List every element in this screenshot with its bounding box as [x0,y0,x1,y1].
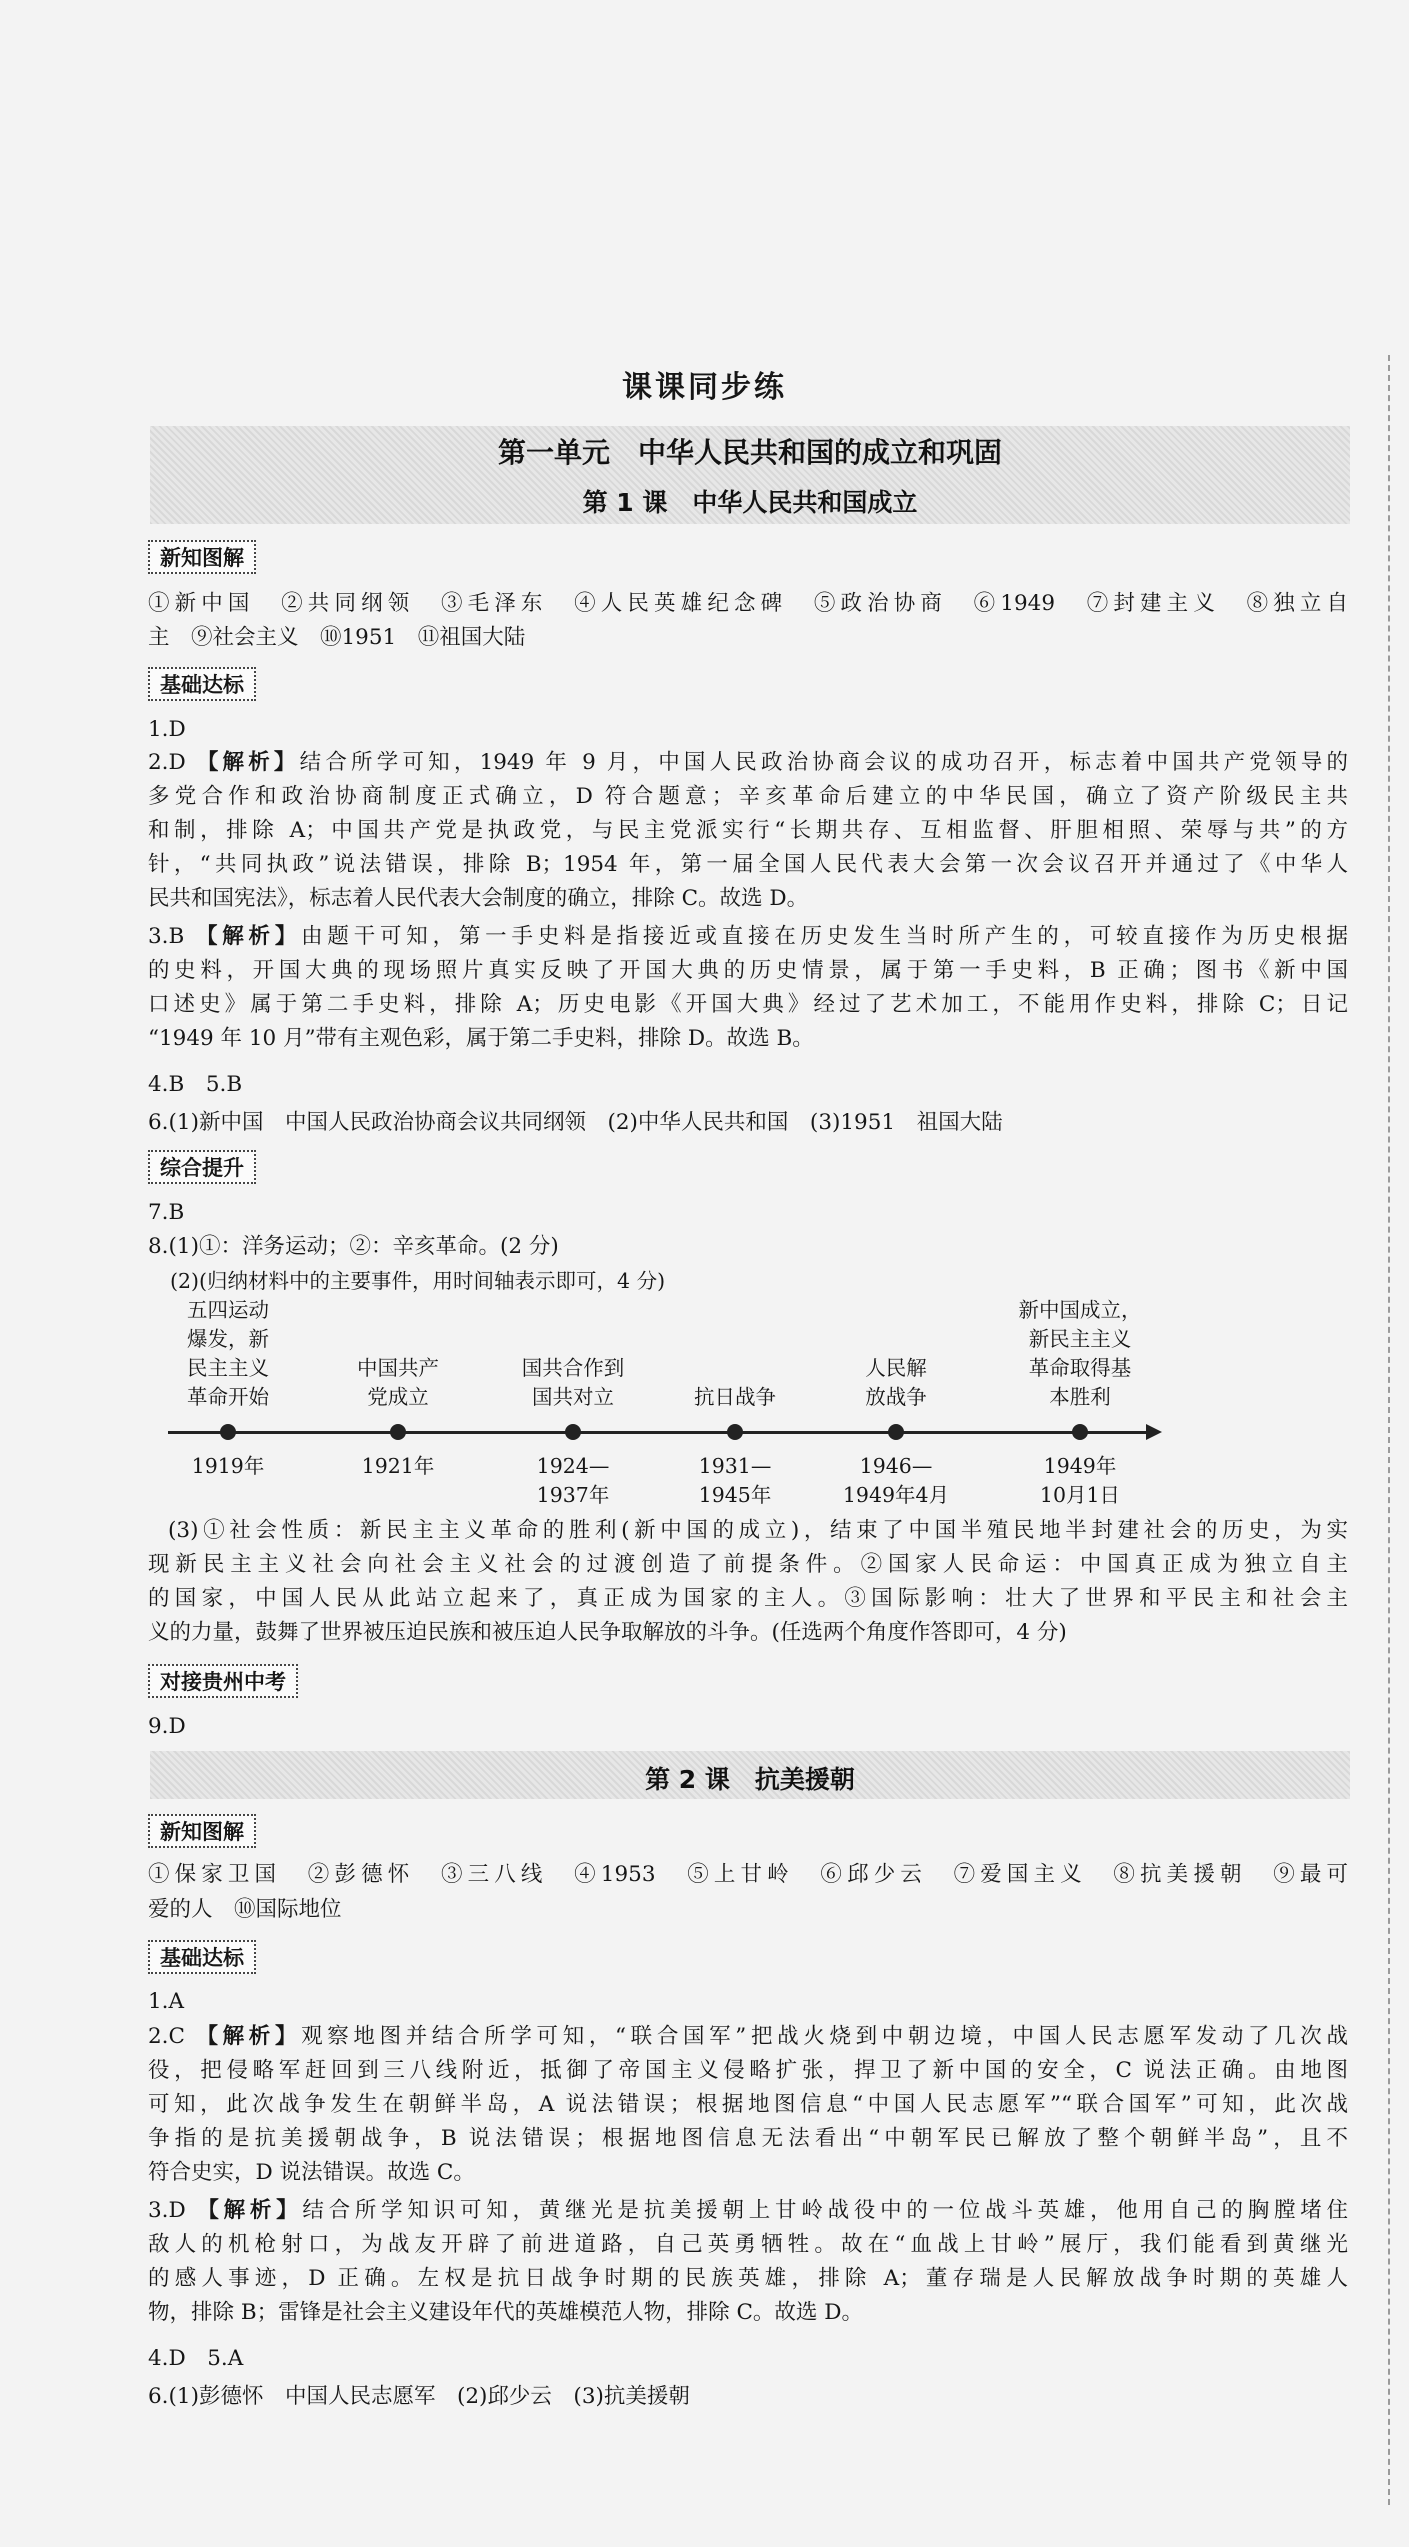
lesson2-banner [150,1751,1350,1799]
xinzhi-answers-line: 主 ⑨社会主义 ⑩1951 ⑪祖国大陆 [148,625,526,650]
answer-q7: 7.B [148,1200,185,1225]
analysis-tag: 【解析】 [197,2198,303,2223]
answer-q3 [148,920,1348,953]
timeline-year-label: 1931— 1945年 [698,1454,772,1507]
analysis-line: 多党合作和政治协商制度正式确立，D 符合题意；辛亥革命后建立的中华民国，确立了资产阶级民主共 [148,784,1348,809]
timeline-year-label: 1919年 [191,1454,265,1478]
analysis-line: 的感人事迹，D 正确。左权是抗日战争时期的民族英雄，排除 A；董存瑞是人民解放战争时期的英雄人 [148,2266,1348,2291]
q-number: 2.C [148,2024,185,2049]
unit-title: 第一单元 中华人民共和国的成立和巩固 [497,436,1002,469]
timeline-year-label: 1949年 10月1日 [1039,1454,1121,1507]
timeline-dot [390,1424,406,1440]
timeline-event-label: 新中国成立， 新民主主义 革命取得基 本胜利 [1018,1298,1142,1409]
section-label-guizhou: 对接贵州中考 [148,1664,298,1698]
lesson1-title: 第 1 课 中华人民共和国成立 [582,488,918,517]
timeline-event-label: 国共合作到 国共对立 [521,1356,625,1409]
answer-q6: 6.(1)彭德怀 中国人民志愿军 (2)邱少云 (3)抗美援朝 [148,2384,690,2409]
lesson2-title: 第 2 课 抗美援朝 [645,1765,855,1794]
timeline-axis [168,1431,1148,1434]
analysis-line: 争指的是抗美援朝战争，B 说法错误；根据地图信息无法看出“中朝军民已解放了整个朝鲜半岛”，且不 [148,2126,1348,2151]
answer-q8-part3-line: 义的力量，鼓舞了世界被压迫民族和被压迫人民争取解放的斗争。(任选两个角度作答即可，4 分) [148,1620,1067,1645]
timeline-event-label: 五四运动 爆发，新 民主主义 革命开始 [187,1298,269,1409]
timeline-dot [727,1424,743,1440]
analysis-line: 口述史》属于第二手史料，排除 A；历史电影《开国大典》经过了艺术加工，不能用作史料，排除 C；日记 [148,992,1348,1017]
answer-q6: 6.(1)新中国 中国人民政治协商会议共同纲领 (2)中华人民共和国 (3)1951 祖国大陆 [148,1110,1003,1135]
answer-q8-part3-line: (3)①社会性质：新民主主义革命的胜利(新中国的成立)，结束了中国半殖民地半封建社会的历史，为实 [168,1518,1348,1543]
analysis-text: 由题干可知，第一手史料是指接近或直接在历史发生当时所产生的，可较直接作为历史根据 [301,924,1348,949]
analysis-line: 的史料，开国大典的现场照片真实反映了开国大典的历史情景，属于第一手史料，B 正确；图书《新中国 [148,958,1348,983]
timeline-dot [565,1424,581,1440]
answer-q4-q5: 4.D 5.A [148,2346,244,2371]
timeline-dot [220,1424,236,1440]
analysis-line: 役，把侵略军赶回到三八线附近，抵御了帝国主义侵略扩张，捍卫了新中国的安全，C 说法正确。由地图 [148,2058,1348,2083]
answer-q1: 1.D [148,717,186,742]
answer-q8-part2-intro: (2)(归纳材料中的主要事件，用时间轴表示即可，4 分) [170,1269,666,1293]
analysis-line: 符合史实，D 说法错误。故选 C。 [148,2160,475,2185]
timeline-event-label: 中国共产 党成立 [357,1356,439,1409]
analysis-text: 结合所学可知，1949 年 9 月，中国人民政治协商会议的成功召开，标志着中国共产党领导的 [299,750,1348,775]
analysis-line: 可知，此次战争发生在朝鲜半岛，A 说法错误；根据地图信息“中国人民志愿军”“联合国军”可知，此次战 [148,2092,1348,2117]
timeline-dot [1072,1424,1088,1440]
timeline-year-label: 1946— 1949年4月 [842,1454,950,1507]
analysis-line: 和制，排除 A；中国共产党是执政党，与民主党派实行“长期共存、互相监督、肝胆相照、荣辱与共”的方 [148,818,1348,843]
timeline-event-label: 抗日战争 [694,1385,776,1409]
analysis-line: 民共和国宪法》，标志着人民代表大会制度的确立，排除 C。故选 D。 [148,886,809,911]
q-number: 2.D [148,750,186,775]
answer-q8-part1: 8.(1)①：洋务运动；②：辛亥革命。(2 分) [148,1234,559,1259]
answer-q9: 9.D [148,1714,186,1739]
analysis-text: 观察地图并结合所学可知，“联合国军”把战火烧到中朝边境，中国人民志愿军发动了几次战 [301,2024,1348,2049]
unit-banner [150,426,1350,524]
analysis-line: “1949 年 10 月”带有主观色彩，属于第二手史料，排除 D。故选 B。 [148,1026,814,1051]
section-label-jichu: 基础达标 [148,1940,256,1974]
section-label-xinzhi: 新知图解 [148,540,256,574]
analysis-tag: 【解析】 [196,750,300,775]
xinzhi-answers-line: 爱的人 ⑩国际地位 [148,1897,342,1922]
answer-q8-part3-line: 现新民主主义社会向社会主义社会的过渡创造了前提条件。②国家人民命运：中国真正成为独立自主 [148,1552,1348,1577]
q-number: 3.D [148,2198,186,2223]
q-number: 3.B [148,924,185,949]
xinzhi-answers-line: ①保家卫国 ②彭德怀 ③三八线 ④1953 ⑤上甘岭 ⑥邱少云 ⑦爱国主义 ⑧抗美援朝 ⑨最可 [148,1862,1348,1887]
timeline-arrow-icon [1146,1424,1162,1440]
timeline-dot [888,1424,904,1440]
analysis-text: 结合所学知识可知，黄继光是抗美援朝上甘岭战役中的一位战斗英雄，他用自己的胸膛堵住 [302,2198,1348,2223]
answer-q2 [148,2020,1348,2053]
section-label-zonghe: 综合提升 [148,1150,256,1184]
answer-q3 [148,2194,1348,2227]
page-title: 课课同步练 [622,370,787,405]
answer-q1: 1.A [148,1989,185,2014]
analysis-line: 物，排除 B；雷锋是社会主义建设年代的英雄模范人物，排除 C。故选 D。 [148,2300,863,2325]
timeline-event-label: 人民解 放战争 [865,1356,927,1409]
cut-line [1388,355,1390,2505]
timeline-year-label: 1924— 1937年 [536,1454,610,1507]
answer-q2 [148,746,1348,779]
answer-q8-part3-line: 的国家，中国人民从此站立起来了，真正成为国家的主人。③国际影响：壮大了世界和平民主和社会主 [148,1586,1348,1611]
timeline-year-label: 1921年 [361,1454,435,1478]
section-label-xinzhi: 新知图解 [148,1814,256,1848]
analysis-line: 敌人的机枪射口，为战友开辟了前进道路，自己英勇牺牲。故在“血战上甘岭”展厅，我们能看到黄继光 [148,2232,1348,2257]
section-label-jichu: 基础达标 [148,667,256,701]
analysis-tag: 【解析】 [195,924,302,949]
analysis-line: 针，“共同执政”说法错误，排除 B；1954 年，第一届全国人民代表大会第一次会议召开并通过了《中华人 [148,852,1348,877]
xinzhi-answers-line: ①新中国 ②共同纲领 ③毛泽东 ④人民英雄纪念碑 ⑤政治协商 ⑥1949 ⑦封建主义 ⑧独立自 [148,591,1348,616]
analysis-tag: 【解析】 [196,2024,302,2049]
answer-q4-q5: 4.B 5.B [148,1072,243,1097]
